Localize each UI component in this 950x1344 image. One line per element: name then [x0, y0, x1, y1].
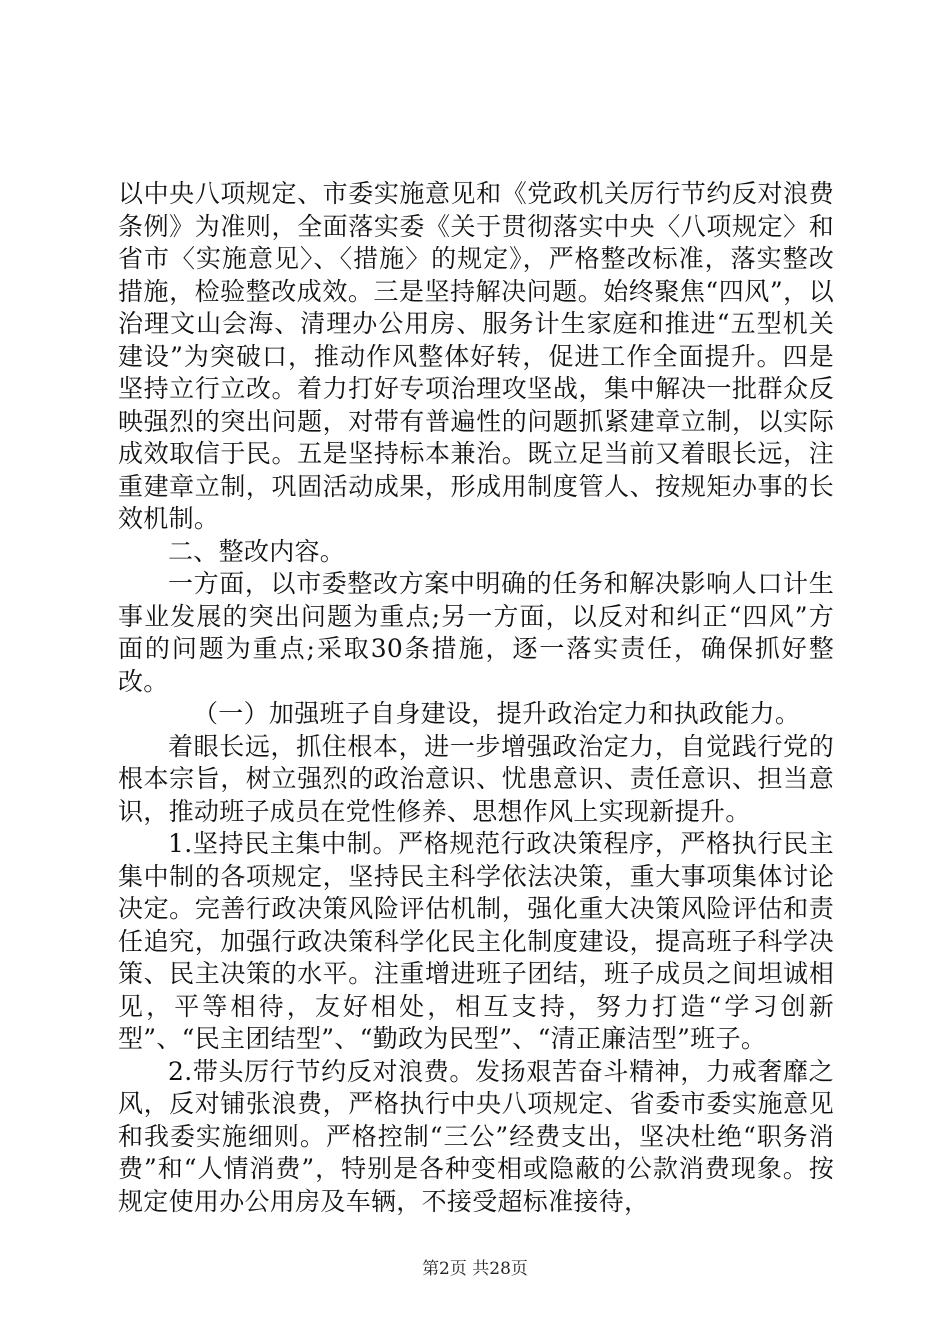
item-democratic-centralism: 1.坚持民主集中制。严格规范行政决策程序，严格执行民主集中制的各项规定，坚持民主科学依法决策，重大事项集体讨论决定。完善行政决策风险评估机制，强化重大决策风险评估和责任追究，加强行政决策科学化民主化制度建设，提高班子科学决策、民主决策的水平。注重增进班子团结，班子成员之间坦诚相见，平等相待，友好相处，相互支持，努力打造“学习创新型”、“民主团结型”、“勤政为民型”、“清正廉洁型”班子。	[118, 829, 834, 1053]
paragraph-political-resolve: 着眼长远，抓住根本，进一步增强政治定力，自觉践行党的根本宗旨，树立强烈的政治意识、忧患意识、责任意识、担当意识，推动班子成员在党性修养、思想作风上实现新提升。	[118, 731, 834, 826]
page-number-footer: 第2页 共28页	[422, 1259, 528, 1279]
section-heading-rectification-content: 二、整改内容。	[168, 536, 346, 566]
subsection-heading-team-building: （一）加强班子自身建设，提升政治定力和执政能力。	[193, 699, 801, 728]
paragraph-continuation: 以中央八项规定、市委实施意见和《党政机关厉行节约反对浪费条例》为准则，全面落实委《关于贯彻落实中央〈八项规定〉和省市〈实施意见〉、〈措施〉的规定》，严格整改标准，落实整改措施，检验整改成效。三是坚持解决问题。始终聚焦“四风”，以治理文山会海、清理办公用房、服务计生家庭和推进“五型机关建设”为突破口，推动作风整体好转，促进工作全面提升。四是坚持立行立改。着力打好专项治理攻坚战，集中解决一批群众反映强烈的突出问题，对带有普遍性的问题抓紧建章立制，以实际成效取信于民。五是坚持标本兼治。既立足当前又着眼长远，注重建章立制，巩固活动成果，形成用制度管人、按规矩办事的长效机制。	[118, 179, 834, 533]
paragraph-focus-areas: 一方面，以市委整改方案中明确的任务和解决影响人口计生事业发展的突出问题为重点;另一方面，以反对和纠正“四风”方面的问题为重点;采取30条措施，逐一落实责任，确保抓好整改。	[118, 569, 834, 696]
item-frugality: 2.带头厉行节约反对浪费。发扬艰苦奋斗精神，力戒奢靡之风，反对铺张浪费，严格执行中央八项规定、省委市委实施意见和我委实施细则。严格控制“三公”经费支出，坚决杜绝“职务消费”和“人情消费”，特别是各种变相或隐蔽的公款消费现象。按规定使用办公用房及车辆，不接受超标准接待，	[118, 1056, 834, 1216]
document-body	[118, 178, 834, 1218]
